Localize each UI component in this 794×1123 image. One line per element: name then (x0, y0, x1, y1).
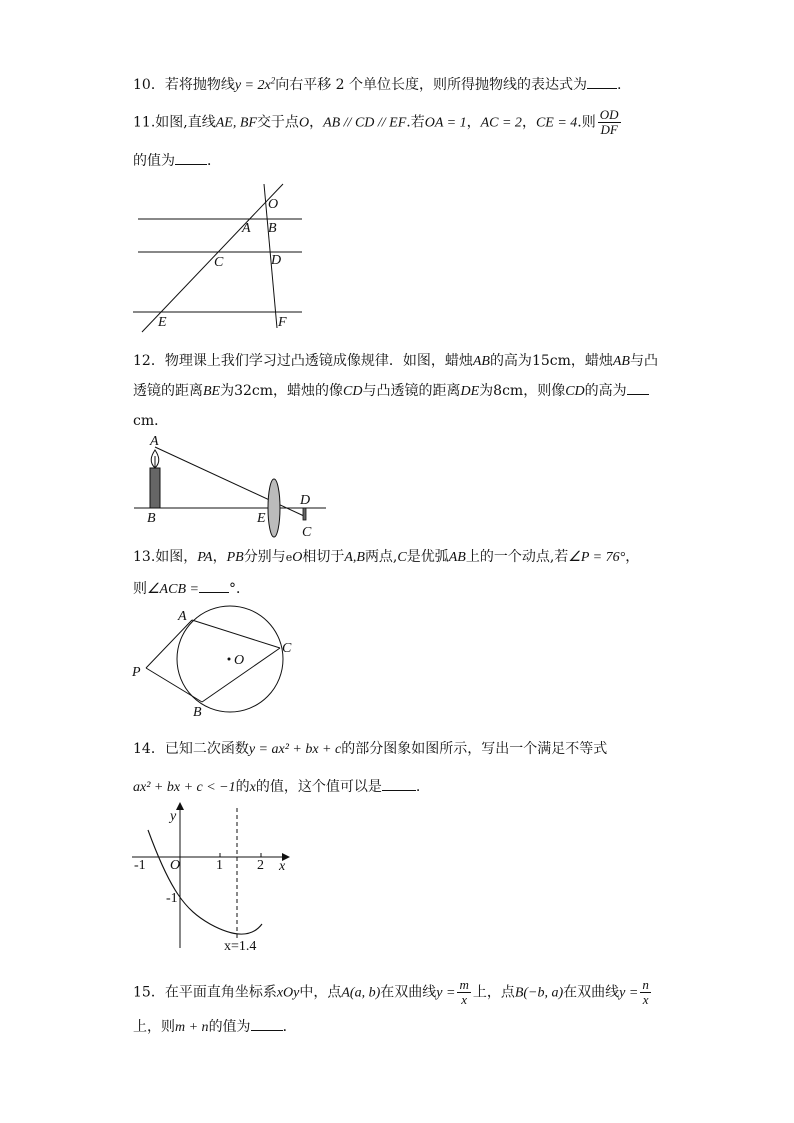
q13-line1: 13.如图，PA，PB分别与eO相切于A,B两点,C是优弧AB上的一个动点,若∠P = 76°， (133, 549, 640, 565)
svg-text:1: 1 (216, 858, 223, 873)
svg-text:A: A (242, 221, 251, 236)
svg-text:C: C (214, 255, 224, 270)
q10-line: 10．若将抛物线$y = 2x^2$向右平移 2 个单位长度，则所得抛物线的表达式为 . (133, 75, 622, 93)
q10-expr: $y = 2x^2$ (234, 75, 276, 93)
fraction-od-df: $\frac{OD}{DF}$ (599, 107, 619, 137)
svg-text:O: O (170, 858, 181, 873)
svg-text:E: E (158, 315, 167, 330)
svg-text:y: y (170, 809, 177, 824)
svg-text:O: O (234, 653, 245, 668)
svg-text:B: B (193, 705, 202, 720)
answer-blank[interactable] (251, 1018, 283, 1031)
svg-text:A: A (178, 609, 187, 624)
fraction-n-x: $\frac{n}{x}$ (642, 977, 649, 1007)
answer-blank[interactable] (627, 382, 649, 395)
q14-figure (130, 800, 295, 954)
svg-text:2: 2 (257, 858, 264, 873)
svg-text:D: D (271, 253, 282, 268)
q13-line2: 则∠ACB = °． (133, 581, 250, 597)
svg-text:O: O (268, 197, 279, 212)
answer-blank[interactable] (382, 778, 416, 791)
svg-text:B: B (268, 221, 277, 236)
svg-text:D: D (300, 493, 311, 508)
svg-text:B: B (147, 511, 156, 526)
q11-line2: 的值为 ． (133, 153, 221, 169)
q12-line3: cm． (133, 413, 169, 429)
svg-text:x=1.4: x=1.4 (224, 939, 257, 954)
svg-text:C: C (282, 641, 292, 656)
svg-text:P: P (132, 665, 141, 680)
svg-text:-1: -1 (134, 858, 146, 873)
svg-text:A: A (150, 434, 159, 449)
q14-line2: ax² + bx + c < −1的x的值，这个值可以是 . (133, 779, 421, 795)
svg-text:E: E (257, 511, 266, 526)
q12-line1: 12．物理课上我们学习过凸透镜成像规律．如图，蜡烛AB的高为15cm，蜡烛AB与凸 (133, 353, 658, 369)
answer-blank[interactable] (199, 580, 229, 593)
q13-figure (130, 604, 300, 719)
svg-text:x: x (279, 859, 286, 874)
svg-text:C: C (302, 525, 312, 540)
q12-line2: 透镜的距离BE为32cm，蜡烛的像CD与凸透镜的距离DE为8cm，则像CD的高为 (133, 380, 649, 400)
q11-line1: 11.如图,直线AE, BF交于点O，AB // CD // EF.若OA = 1，AC = 2，CE = 4.则 $\frac{OD}{DF}$ (133, 107, 619, 137)
q12-figure (130, 432, 330, 542)
q15-line2: 上，则m + n的值为 ． (133, 1019, 297, 1035)
answer-blank[interactable] (175, 152, 207, 165)
fraction-m-x: $\frac{m}{x}$ (459, 977, 469, 1007)
q11-figure (130, 180, 310, 330)
svg-text:F: F (278, 315, 287, 330)
q14-line1: 14．已知二次函数y = ax² + bx + c的部分图象如图所示，写出一个满足不等式 (133, 741, 608, 757)
q15-line1: 15．在平面直角坐标系xOy中，点A(a, b)在双曲线y = $\frac{m}{x}$ 上，点B(−b, a)在双曲线y = $\frac{n}{x}$ (133, 977, 649, 1007)
answer-blank[interactable] (587, 76, 617, 89)
svg-text:-1: -1 (166, 891, 178, 906)
